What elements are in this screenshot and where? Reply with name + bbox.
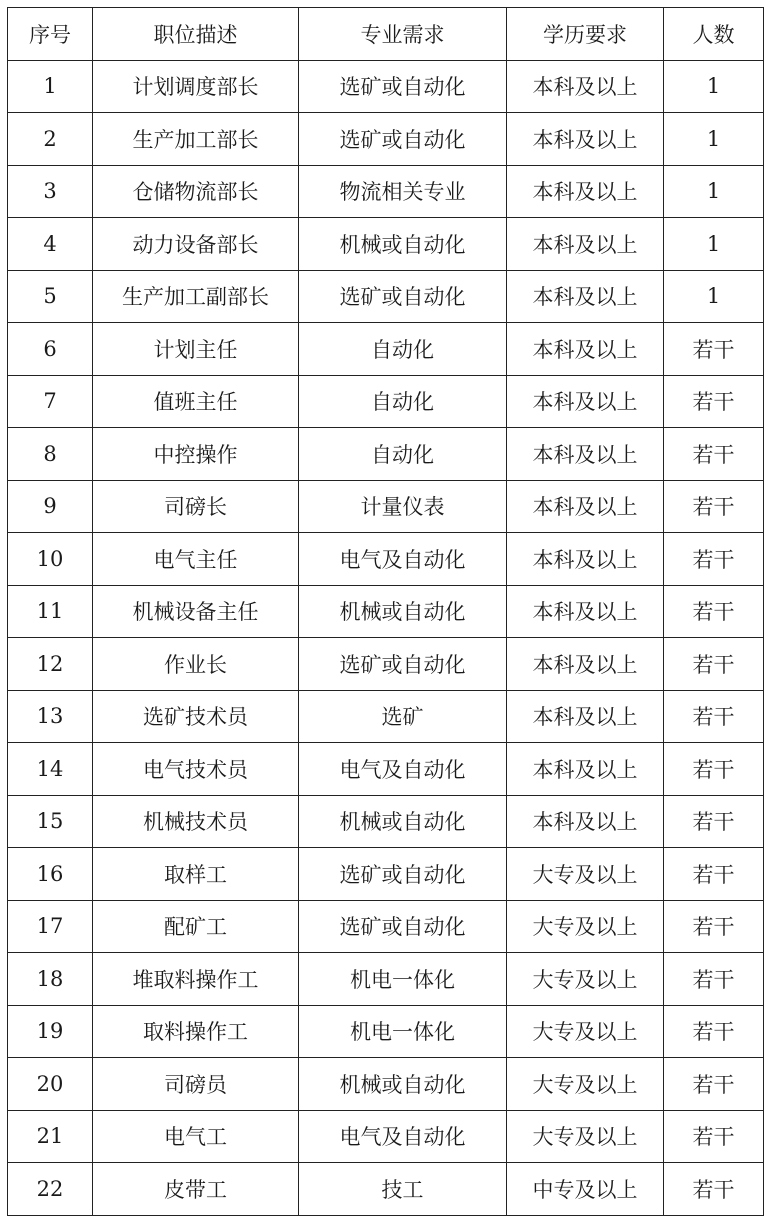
cell-education: 本科及以上 [507, 690, 664, 743]
cell-position: 机械设备主任 [93, 585, 299, 638]
cell-education: 大专及以上 [507, 900, 664, 953]
cell-education: 大专及以上 [507, 848, 664, 901]
cell-position: 司磅长 [93, 480, 299, 533]
cell-count: 若干 [664, 953, 764, 1006]
cell-position: 取样工 [93, 848, 299, 901]
cell-count: 若干 [664, 533, 764, 586]
cell-education: 本科及以上 [507, 585, 664, 638]
cell-education: 本科及以上 [507, 428, 664, 481]
cell-index: 16 [8, 848, 93, 901]
table-row [8, 1110, 764, 1163]
cell-count: 若干 [664, 375, 764, 428]
cell-index: 10 [8, 533, 93, 586]
cell-major: 计量仪表 [299, 480, 507, 533]
cell-count: 若干 [664, 585, 764, 638]
cell-position: 电气主任 [93, 533, 299, 586]
cell-count: 1 [664, 60, 764, 113]
cell-index: 7 [8, 375, 93, 428]
cell-count: 1 [664, 113, 764, 166]
cell-count: 若干 [664, 1163, 764, 1216]
cell-position: 取料操作工 [93, 1005, 299, 1058]
cell-major: 选矿 [299, 690, 507, 743]
header-cell-index: 序号 [8, 8, 93, 61]
cell-count: 若干 [664, 743, 764, 796]
cell-count: 若干 [664, 848, 764, 901]
header-cell-count: 人数 [664, 8, 764, 61]
cell-position: 配矿工 [93, 900, 299, 953]
cell-position: 电气工 [93, 1110, 299, 1163]
cell-index: 6 [8, 323, 93, 376]
table-row [8, 795, 764, 848]
cell-education: 本科及以上 [507, 480, 664, 533]
cell-major: 选矿或自动化 [299, 848, 507, 901]
cell-major: 机械或自动化 [299, 218, 507, 271]
cell-index: 9 [8, 480, 93, 533]
cell-education: 本科及以上 [507, 533, 664, 586]
cell-count: 若干 [664, 480, 764, 533]
table-row [8, 1005, 764, 1058]
header-cell-education: 学历要求 [507, 8, 664, 61]
cell-position: 皮带工 [93, 1163, 299, 1216]
table-row [8, 953, 764, 1006]
cell-education: 本科及以上 [507, 165, 664, 218]
cell-index: 5 [8, 270, 93, 323]
cell-position: 仓储物流部长 [93, 165, 299, 218]
cell-index: 21 [8, 1110, 93, 1163]
table-row [8, 375, 764, 428]
cell-position: 司磅员 [93, 1058, 299, 1111]
cell-education: 大专及以上 [507, 953, 664, 1006]
cell-index: 19 [8, 1005, 93, 1058]
cell-major: 电气及自动化 [299, 1110, 507, 1163]
cell-index: 3 [8, 165, 93, 218]
cell-major: 机械或自动化 [299, 1058, 507, 1111]
cell-count: 若干 [664, 795, 764, 848]
cell-major: 技工 [299, 1163, 507, 1216]
cell-education: 本科及以上 [507, 743, 664, 796]
cell-index: 22 [8, 1163, 93, 1216]
cell-education: 本科及以上 [507, 638, 664, 691]
table-row [8, 60, 764, 113]
cell-index: 17 [8, 900, 93, 953]
cell-major: 机械或自动化 [299, 585, 507, 638]
table-row [8, 585, 764, 638]
cell-major: 自动化 [299, 323, 507, 376]
table-header [8, 8, 764, 61]
header-cell-position: 职位描述 [93, 8, 299, 61]
cell-index: 13 [8, 690, 93, 743]
table-row [8, 428, 764, 481]
cell-education: 本科及以上 [507, 323, 664, 376]
cell-index: 14 [8, 743, 93, 796]
cell-count: 若干 [664, 690, 764, 743]
cell-education: 本科及以上 [507, 795, 664, 848]
cell-index: 8 [8, 428, 93, 481]
cell-position: 选矿技术员 [93, 690, 299, 743]
table-row [8, 113, 764, 166]
cell-major: 机电一体化 [299, 953, 507, 1006]
cell-count: 若干 [664, 638, 764, 691]
table-row [8, 165, 764, 218]
cell-count: 若干 [664, 1110, 764, 1163]
cell-position: 机械技术员 [93, 795, 299, 848]
table-row [8, 638, 764, 691]
cell-major: 机械或自动化 [299, 795, 507, 848]
cell-index: 20 [8, 1058, 93, 1111]
cell-index: 15 [8, 795, 93, 848]
cell-position: 生产加工部长 [93, 113, 299, 166]
job-requirements-table [7, 7, 764, 1216]
cell-education: 大专及以上 [507, 1005, 664, 1058]
cell-major: 选矿或自动化 [299, 900, 507, 953]
cell-education: 大专及以上 [507, 1110, 664, 1163]
cell-index: 11 [8, 585, 93, 638]
cell-position: 电气技术员 [93, 743, 299, 796]
table-row [8, 480, 764, 533]
header-row [8, 8, 764, 61]
table-row [8, 1058, 764, 1111]
cell-count: 1 [664, 218, 764, 271]
cell-education: 中专及以上 [507, 1163, 664, 1216]
cell-education: 本科及以上 [507, 270, 664, 323]
cell-position: 堆取料操作工 [93, 953, 299, 1006]
cell-education: 本科及以上 [507, 375, 664, 428]
cell-position: 计划调度部长 [93, 60, 299, 113]
cell-major: 选矿或自动化 [299, 113, 507, 166]
table-row [8, 218, 764, 271]
cell-index: 1 [8, 60, 93, 113]
cell-count: 若干 [664, 900, 764, 953]
table-row [8, 848, 764, 901]
cell-index: 2 [8, 113, 93, 166]
cell-position: 计划主任 [93, 323, 299, 376]
cell-education: 大专及以上 [507, 1058, 664, 1111]
cell-major: 机电一体化 [299, 1005, 507, 1058]
table-row [8, 743, 764, 796]
cell-major: 电气及自动化 [299, 533, 507, 586]
table-body [8, 60, 764, 1215]
cell-major: 自动化 [299, 375, 507, 428]
table-row [8, 270, 764, 323]
cell-major: 选矿或自动化 [299, 638, 507, 691]
header-cell-major: 专业需求 [299, 8, 507, 61]
cell-count: 1 [664, 165, 764, 218]
cell-major: 选矿或自动化 [299, 60, 507, 113]
cell-count: 若干 [664, 323, 764, 376]
cell-index: 4 [8, 218, 93, 271]
table-row [8, 900, 764, 953]
table-row [8, 533, 764, 586]
cell-major: 自动化 [299, 428, 507, 481]
cell-position: 作业长 [93, 638, 299, 691]
table-row [8, 1163, 764, 1216]
table-row [8, 323, 764, 376]
cell-major: 选矿或自动化 [299, 270, 507, 323]
cell-major: 电气及自动化 [299, 743, 507, 796]
cell-education: 本科及以上 [507, 218, 664, 271]
cell-count: 若干 [664, 1058, 764, 1111]
cell-count: 若干 [664, 428, 764, 481]
cell-education: 本科及以上 [507, 60, 664, 113]
cell-index: 12 [8, 638, 93, 691]
table-row [8, 690, 764, 743]
cell-position: 动力设备部长 [93, 218, 299, 271]
cell-position: 值班主任 [93, 375, 299, 428]
cell-index: 18 [8, 953, 93, 1006]
cell-major: 物流相关专业 [299, 165, 507, 218]
cell-position: 生产加工副部长 [93, 270, 299, 323]
cell-position: 中控操作 [93, 428, 299, 481]
cell-education: 本科及以上 [507, 113, 664, 166]
cell-count: 1 [664, 270, 764, 323]
cell-count: 若干 [664, 1005, 764, 1058]
